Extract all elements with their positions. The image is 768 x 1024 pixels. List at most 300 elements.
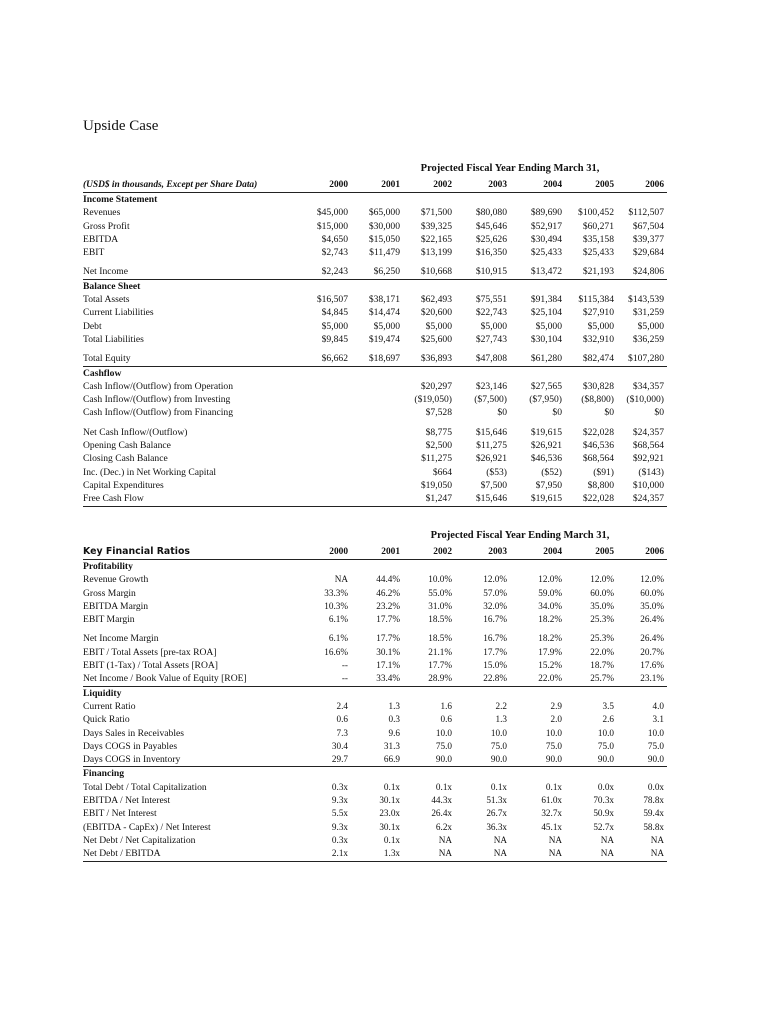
row-value: 33.4% [351,672,403,686]
table-row [83,426,667,439]
row-value: 2.6 [602,714,614,725]
row-value: NA [617,847,667,861]
row-value: ($7,950) [529,394,562,406]
row-label: Days COGS in Inventory [83,753,291,767]
row-value: 17.9% [538,646,562,657]
row-label: Capital Expenditures [83,479,164,491]
row-value: $22,028 [565,492,617,506]
profitability-section-label: Profitability [83,561,133,572]
row-value: 0.0x [597,781,614,792]
row-value: $30,494 [530,233,562,245]
row-label: Net Debt / EBITDA [83,847,291,861]
row-value: $0 [604,407,614,419]
row-value: $60,271 [582,220,614,232]
row-label: Gross Margin [83,587,136,599]
row-value: $38,171 [368,294,400,306]
row-value: 18.2% [538,633,562,644]
year-header-2004: 2004 [510,545,565,560]
income-statement-section-blank [565,193,617,207]
row-value: 35.0% [590,600,614,611]
row-value: 16.7% [483,633,507,644]
row-value: $2,500 [425,440,452,452]
row-label: Current Liabilities [83,307,154,319]
row-label: Net Debt / Net Capitalization [83,834,196,846]
liquidity-section-label: Liquidity [83,687,122,699]
projection-header-1: Projected Fiscal Year Ending March 31, [420,163,600,174]
row-value: NA [548,834,562,845]
row-value: NA [403,847,455,861]
summary-column-header-row [83,178,667,193]
row-label: Net Income [83,265,291,279]
row-value [351,479,403,492]
row-label: Net Income / Book Value of Equity [ROE] [83,672,291,686]
financing-section-blank [455,767,510,781]
row-value: 26.7x [486,808,507,819]
row-value: 34.0% [538,600,562,611]
row-value: 75.0 [435,740,452,751]
financing-section-blank [291,767,351,781]
row-value: 1.3x [351,847,403,861]
financing-section-blank [565,767,617,781]
row-value: 25.3% [590,614,614,625]
table-row [83,794,667,807]
row-value [351,466,403,479]
row-label: Quick Ratio [83,714,130,726]
row-value: 5.5x [331,808,348,819]
row-value: 0.3 [388,714,400,725]
row-value: $664 [432,466,452,478]
ratios-header-label: Key Financial Ratios [83,545,291,560]
row-value: $92,921 [632,453,664,465]
row-value: $26,921 [530,440,562,452]
table-row [83,293,667,306]
year-header-2003: 2003 [455,178,510,193]
row-label: Revenue Growth [83,574,149,586]
projection-header-2: Projected Fiscal Year Ending March 31, [430,530,610,541]
row-value: $46,536 [582,440,614,452]
row-value: $19,615 [510,492,565,506]
profitability-section-blank [455,560,510,574]
row-value: 22.0% [590,646,614,657]
row-label: Total Equity [83,352,291,366]
row-value: 18.7% [590,660,614,671]
row-value: 17.7% [428,660,452,671]
table-row [83,587,667,600]
row-value: 1.6 [440,700,452,711]
liquidity-section-blank [565,686,617,700]
row-value [291,393,351,406]
row-value: $5,000 [535,320,562,332]
row-value [291,426,351,439]
row-value: 90.0 [617,753,667,767]
row-value: 10.0 [435,727,452,738]
row-value: $65,000 [368,207,400,219]
row-value: $36,893 [403,352,455,366]
row-value: $15,646 [455,492,510,506]
row-value: 10.0% [428,574,452,585]
row-value: $6,662 [291,352,351,366]
row-value: 6.1% [328,633,348,644]
income-statement-section-blank [291,193,351,207]
row-value: 2.4 [336,700,348,711]
balance-sheet-section-blank [510,279,565,293]
summary-header-label: (USD$ in thousands, Except per Share Data) [83,178,291,193]
row-value: ($19,050) [414,394,452,406]
row-value: $25,433 [530,247,562,259]
row-value: $100,452 [578,207,614,219]
profitability-section-blank [565,560,617,574]
year-header-2004: 2004 [510,178,565,193]
row-value: 12.0% [640,574,664,585]
row-value: $0 [497,407,507,419]
row-value: $80,080 [475,207,507,219]
row-value: $91,384 [530,294,562,306]
row-value: $5,000 [425,320,452,332]
table-row [83,492,667,506]
row-value: 23.2% [376,600,400,611]
year-header-2006: 2006 [617,545,667,560]
row-value: 59.0% [538,587,562,598]
row-value: $115,384 [578,294,614,306]
table-row [83,834,667,847]
row-value: 59.4x [643,808,664,819]
row-value: $2,743 [321,247,348,259]
row-value: 22.0% [510,672,565,686]
row-label: EBIT / Net Interest [83,808,157,820]
row-value: 26.4% [640,614,664,625]
row-label: Total Liabilities [83,333,144,345]
row-value: $11,275 [476,440,507,452]
row-value: 26.4% [640,633,664,644]
row-value: 44.3x [431,795,452,806]
row-value: $18,697 [351,352,403,366]
row-value: 30.1x [379,821,400,832]
income-statement-section-label: Income Statement [83,194,158,205]
liquidity-section-blank [403,686,455,700]
row-value: 50.9x [593,808,614,819]
row-value: 75.0 [647,740,664,751]
profitability-section [83,560,667,574]
row-value: $16,507 [316,294,348,306]
row-value: $71,500 [420,207,452,219]
page-title: Upside Case [83,118,159,134]
row-value: $32,910 [582,333,614,345]
row-value: $9,845 [321,333,348,345]
table-row [83,847,667,861]
row-value: 0.1x [383,834,400,845]
row-value: 31.3 [383,740,400,751]
row-label: EBITDA [83,233,119,245]
row-value: $10,668 [403,265,455,279]
row-value: 6.2x [435,821,452,832]
cashflow-section [83,366,667,380]
table-row [83,713,667,726]
row-value: $1,247 [403,492,455,506]
row-value: 0.3x [331,781,348,792]
row-value: $22,028 [582,426,614,438]
row-value: $4,845 [321,307,348,319]
row-value: 2.9 [550,700,562,711]
row-value: $36,259 [632,333,664,345]
liquidity-section [83,686,667,700]
row-value [351,393,403,406]
row-value: $22,165 [420,233,452,245]
income-statement-section-blank [510,193,565,207]
row-value: 75.0 [490,740,507,751]
row-value: NA [455,847,510,861]
row-label: Net Income Margin [83,633,159,645]
row-value: 12.0% [590,574,614,585]
row-value: 51.3x [486,795,507,806]
row-value: NA [510,847,565,861]
table-row [83,406,667,419]
row-value: 0.0x [647,781,664,792]
row-value: 18.2% [538,614,562,625]
row-label: Opening Cash Balance [83,440,171,452]
row-value: 90.0 [403,753,455,767]
row-value: 23.1% [617,672,667,686]
table-row [83,380,667,393]
row-value: 9.3x [331,821,348,832]
row-value: $46,536 [530,453,562,465]
table-row [83,807,667,820]
row-value: 17.7% [376,614,400,625]
row-label: EBIT / Total Assets [pre-tax ROA] [83,646,217,658]
row-value: 2.0 [550,714,562,725]
row-value: $11,479 [369,247,400,259]
row-value: $24,357 [632,426,664,438]
key-ratios-table [83,545,667,862]
table-row [83,306,667,319]
row-value: ($52) [541,466,562,478]
row-value: $5,000 [587,320,614,332]
year-header-2003: 2003 [455,545,510,560]
table-row [83,333,667,346]
row-label: EBIT Margin [83,614,135,626]
row-value: 60.0% [640,587,664,598]
row-label: EBITDA Margin [83,600,149,612]
income-statement-section-blank [455,193,510,207]
row-value: $68,564 [632,440,664,452]
row-label: Net Cash Inflow/(Outflow) [83,426,188,438]
liquidity-section-blank [455,686,510,700]
row-value: $24,806 [617,265,667,279]
ratios-column-header-row [83,545,667,560]
table-row [83,573,667,586]
table-row [83,466,667,479]
row-value: NA [438,834,452,845]
cashflow-section-blank [291,366,351,380]
table-row [83,700,667,713]
row-value: $75,551 [475,294,507,306]
row-value: 6.1% [328,614,348,625]
row-value [291,380,351,393]
row-label: Revenues [83,207,121,219]
balance-sheet-section-blank [351,279,403,293]
row-value: $27,910 [582,307,614,319]
row-value: $39,325 [420,220,452,232]
row-value: 15.2% [538,660,562,671]
row-value: 66.9 [351,753,403,767]
row-value: -- [341,660,348,671]
row-value: $15,050 [368,233,400,245]
row-value: $0 [552,407,562,419]
row-value: 21.1% [428,646,452,657]
row-value: $8,775 [425,426,452,438]
year-header-2006: 2006 [617,178,667,193]
row-value: $0 [654,407,664,419]
liquidity-section-blank [291,686,351,700]
year-header-2000: 2000 [291,178,351,193]
row-value: $67,504 [632,220,664,232]
row-value: 30.4 [331,740,348,751]
row-value: $4,650 [321,233,348,245]
row-value: ($7,500) [474,394,507,406]
profitability-section-blank [510,560,565,574]
row-value: $34,357 [632,380,664,392]
row-value: 25.7% [565,672,617,686]
row-value: 17.7% [483,646,507,657]
row-value: 9.6 [388,727,400,738]
row-value: 31.0% [428,600,452,611]
row-label: Closing Cash Balance [83,453,168,465]
row-value: 0.1x [435,781,452,792]
cashflow-section-blank [617,366,667,380]
row-value: $45,646 [475,220,507,232]
row-value: ($53) [486,466,507,478]
row-value: 16.7% [483,614,507,625]
row-label: Days Sales in Receivables [83,727,184,739]
row-value: NA [334,574,348,585]
row-value [351,492,403,506]
cashflow-section-blank [403,366,455,380]
cashflow-section-blank [455,366,510,380]
row-value: 78.8x [643,795,664,806]
balance-sheet-section-blank [617,279,667,293]
row-label: (EBITDA - CapEx) / Net Interest [83,821,211,833]
table-row [83,206,667,219]
row-value: $5,000 [480,320,507,332]
row-value: $5,000 [373,320,400,332]
row-label: Cash Inflow/(Outflow) from Financing [83,407,234,419]
income-statement-section-blank [351,193,403,207]
table-row [83,632,667,645]
financing-section-label: Financing [83,768,125,780]
row-value: 55.0% [428,587,452,598]
row-value: $30,104 [530,333,562,345]
row-value: 75.0 [545,740,562,751]
row-value: $30,828 [582,380,614,392]
table-row [83,600,667,613]
row-value: 20.7% [640,646,664,657]
table-row [83,233,667,246]
row-value: 22.8% [455,672,510,686]
row-value: 33.3% [324,587,348,598]
row-value: 61.0x [541,795,562,806]
table-row [83,352,667,366]
table-row [83,479,667,492]
row-value [351,380,403,393]
row-value: 30.1x [379,795,400,806]
row-value: 35.0% [640,600,664,611]
year-header-2001: 2001 [351,545,403,560]
income-statement-section-blank [617,193,667,207]
year-header-2005: 2005 [565,545,617,560]
table-row [83,452,667,465]
row-value: $35,158 [582,233,614,245]
table-row [83,646,667,659]
financing-section [83,767,667,781]
row-value: $62,493 [420,294,452,306]
row-value: ($10,000) [626,394,664,406]
row-value: $13,199 [420,247,452,259]
row-value: 10.0 [597,727,614,738]
row-value: $61,280 [510,352,565,366]
row-label: EBIT (1-Tax) / Total Assets [ROA] [83,660,218,672]
row-value: 75.0 [597,740,614,751]
row-value: $52,917 [530,220,562,232]
financing-section-blank [510,767,565,781]
row-value: $14,474 [368,307,400,319]
row-value: 57.0% [483,587,507,598]
liquidity-section-blank [617,686,667,700]
income-statement-section-blank [403,193,455,207]
row-value: $25,433 [582,247,614,259]
row-value: 58.8x [643,821,664,832]
row-value: $19,050 [420,479,452,491]
table-row [83,727,667,740]
row-value [291,406,351,419]
row-value: $27,565 [530,380,562,392]
year-header-2000: 2000 [291,545,351,560]
row-value: $5,000 [637,320,664,332]
row-label: Total Assets [83,294,130,306]
row-value: $20,600 [420,307,452,319]
row-value: $10,915 [455,265,510,279]
row-value: NA [493,834,507,845]
table-row [83,393,667,406]
balance-sheet-section-blank [565,279,617,293]
row-value: 15.0% [483,660,507,671]
row-value: -- [291,672,351,686]
row-value: $20,297 [420,380,452,392]
balance-sheet-section-label: Balance Sheet [83,280,141,292]
row-label: Total Debt / Total Capitalization [83,781,207,793]
row-value: 7.3 [336,727,348,738]
row-value: 29.7 [291,753,351,767]
row-value: $25,104 [530,307,562,319]
financing-section-blank [617,767,667,781]
profitability-section-blank [351,560,403,574]
row-value: $45,000 [316,207,348,219]
row-value: $24,357 [617,492,667,506]
row-value: 10.0 [490,727,507,738]
row-value: $21,193 [565,265,617,279]
balance-sheet-section-blank [403,279,455,293]
cashflow-section-blank [351,366,403,380]
balance-sheet-section-blank [455,279,510,293]
row-value: $8,800 [587,479,614,491]
row-value: $7,950 [535,479,562,491]
row-value: $16,350 [475,247,507,259]
row-value: 52.7x [593,821,614,832]
row-value [291,452,351,465]
liquidity-section-blank [510,686,565,700]
row-value: 17.1% [376,660,400,671]
row-value: $27,743 [475,333,507,345]
table-row [83,439,667,452]
row-value: $82,474 [565,352,617,366]
